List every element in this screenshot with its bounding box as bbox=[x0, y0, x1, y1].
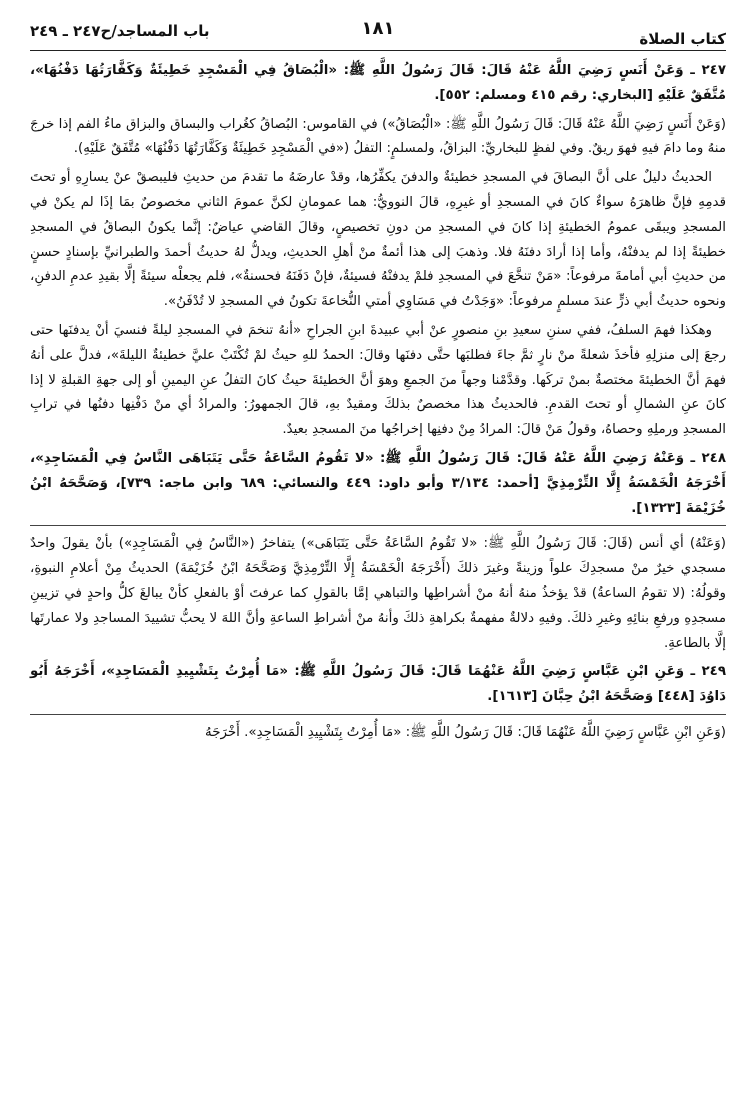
page-header bbox=[30, 14, 726, 50]
divider-249 bbox=[30, 714, 726, 715]
commentary-247-body: الحديثُ دليلٌ على أنَّ البصاقَ في المسجدِ خطيئةٌ والدفنَ يكفِّرُها، وقدْ عارضَهُ ما تقدمَ من حديثِ فليبصقْ عنْ يسارِهِ أو تحتَ قدمِهِ فإنَّ ظاهرَهُ سواءٌ كانَ في المسجدِ أو غيرِهِ، قالَ النوويُّ: هما عمومانِ لكنَّ عمومَ الثاني مخصوصٌ بمَا إذَا لم يكنْ في المسجدِ ويبقَى عمومُ الخطيئةِ إذا كانَ في المسجدِ من دونِ تخصيصٍ، وقالَ القاضي عياضٌ: إنَّما يكونُ البصاقُ في المسجدِ خطيئةً إذا لم يدفنْهُ، وأما إذا أرادَ دفنَهُ فلا. وذهبَ إلى هذا أئمةٌ منْ أهلِ الحديثِ، ويدلُّ لهُ حديثُ أحمدَ والطبرانيِّ بإسنادٍ حسنٍ من حديثِ أبي أمامةَ مرفوعاً: «مَنْ تنخَّعَ في المسجدِ فلمْ يدفنْهُ فسيئةٌ، فإنْ دَفَنَهُ فحسنةٌ»، فلم يجعلْه سيئةً إلَّا بقيدِ عدمِ الدفنِ، ونحوه حديثُ أبي ذرٍّ عندَ مسلمٍ مرفوعاً: «وَجَدْتُ في مَسَاوِي أمتي النُّخاعةَ تكونُ في المسجدِ لا تُدْفَنُ». bbox=[30, 170, 726, 310]
hadith-249: ٢٤٩ ـ وَعَنِ ابْنِ عَبَّاسٍ رَضِيَ اللَّهُ عَنْهُمَا قَالَ: قَالَ رَسُولُ اللَّهِ ﷺ: «مَا أُمِرْتُ بِتَشْيِيدِ الْمَسَاجِدِ»، أَخْرَجَهُ أَبُو دَاوُدَ [٤٤٨] وَصَحَّحَهُ ابْنُ حِبَّانَ [١٦١٣]. bbox=[30, 664, 726, 705]
hadith-248: ٢٤٨ ـ وَعَنْهُ رَضِيَ اللَّهُ عَنْهُ قَالَ: قَالَ رَسُولُ اللَّهِ ﷺ: «لا تَقُومُ السَّاعَةُ حَتَّى يَتَبَاهَى النَّاسُ فِي الْمَسَاجِدِ»، أَخْرَجَهُ الْخَمْسَةُ إِلَّا التِّرْمِذِيَّ [أحمد: ٣/١٣٤ وأبو داود: ٤٤٩ والنسائي: ٦٨٩ وابن ماجه: ٧٣٩]، وَصَحَّحَهُ ابْنُ خُزَيْمَةَ [١٣٢٣]. bbox=[30, 450, 726, 516]
commentary-248: (وَعَنْهُ) أي أنس (قَالَ: قَالَ رَسُولُ اللَّهِ ﷺ: «لا تَقُومُ السَّاعَةُ حَتَّى يَتَبَاهَى») يتفاخرُ («النَّاسُ فِي الْمَسَاجِدِ») بأنْ يقولَ واحدٌ مسجدي خيرٌ منْ مسجدِكَ علواً وزينةً وغيرَ ذلكَ (أَخْرَجَهُ الْخَمْسَةُ إِلَّا التِّرْمِذِيَّ وَصَحَّحَهُ ابْنُ خُزَيْمَةَ) الحديثُ مِنْ أعلامِ النبوةِ، وقولُهُ: (لا تقومُ الساعةُ) قدْ يؤخذُ منهُ أنهُ منْ أشراطِها والتباهي إمَّا بالقولِ كما عرفتَ أوْ بالفعلِ كأنْ يبالغَ كلُّ واحدٍ في تزيينِ مسجدِهِ ورفعِ بنائِهِ وغيرِ ذلكَ. وفيهِ دلالةٌ مفهمةٌ بكراهةِ ذلكَ وأنهُ منْ أشراطِ الساعةِ وأنَّ اللهَ لا يحبُّ تشييدَ المساجدِ ولا عمارتَها إلَّا بالطاعةِ. bbox=[30, 536, 726, 651]
page-body bbox=[30, 59, 726, 746]
chapter-reference: باب المساجد/ح٢٤٧ ـ ٢٤٩ bbox=[30, 22, 210, 40]
hadith-247: ٢٤٧ ـ وَعَنْ أَنَسٍ رَضِيَ اللَّهُ عَنْهُ قَالَ: قَالَ رَسُولُ اللَّهِ ﷺ: «الْبُصَاقُ فِي الْمَسْجِدِ خَطِيئَةٌ وَكَفَّارَتُهَا دَفْنُهَا»، مُتَّفَقٌ عَلَيْهِ [البخاري: رقم ٤١٥ ومسلم: ٥٥٢]. bbox=[30, 63, 726, 103]
commentary-247-salaf: وهكذا فهمَ السلفُ، ففي سننِ سعيدِ بنِ منصورٍ عنْ أبي عبيدةَ ابنِ الجراحِ «أنهُ تنخمَ في المسجدِ ليلةً فنسيَ أنْ يدفنَها حتى رجعَ إلى منزلِهِ فأخذَ شعلةً منْ نارٍ ثمَّ جاءَ فطلبَها حتَّى دفنَها وقالَ: الحمدُ للهِ حيثُ لمْ تُكْتَبْ عليَّ خطيئةٌ الليلةَ»، فدلَّ على أنهُ فهمَ أنَّ الخطيئةَ مختصةٌ بمنْ تركَها. وقدَّمْنا وجهاً منَ الجمعِ وهوَ أنَّ الخطيئةَ حيثُ كانَ التفلُ عنِ اليمينِ أو إلى جهةِ القبلةِ لا إذا كانَ عنِ الشمالِ أو تحتَ القدمِ. فالحديثُ هذا مخصصٌ بذلكَ ومقيدٌ بهِ، قالَ الجمهورُ: والمرادُ أي منْ دَفْنِها دفنُها في ترابِ المسجدِ ورملِهِ وحصاهُ، وقولُ مَنْ قالَ: المرادُ مِنْ دفنِها إخراجُها منَ المسجدِ بعيدٌ. bbox=[30, 322, 726, 438]
header-rule bbox=[30, 50, 726, 51]
book-title: كتاب الصلاة bbox=[639, 30, 726, 48]
commentary-247-intro: (وَعَنْ أَنَسٍ رَضِيَ اللَّهُ عَنْهُ قَالَ: قَالَ رَسُولُ اللَّهِ ﷺ: «الْبُصَاقُ») في القاموس: البُصاقُ كغُراب والبساق والبزاق ماءُ الفم إذا خرجَ منهُ وما دامَ فيهِ فهوَ ريقٌ. وفي لفظٍ للبخاريِّ: البزاقُ، ولمسلمٍ: التفلُ («في الْمَسْجِدِ خَطِيئَةٌ وَكَفَّارَتُهَا دَفْنُهَا» مُتَّفَقٌ عَلَيْهِ). bbox=[30, 116, 726, 157]
commentary-249-intro: (وَعَنِ ابْنِ عَبَّاسٍ رَضِيَ اللَّهُ عَنْهُمَا قَالَ: قَالَ رَسُولُ اللَّهِ ﷺ: «مَا أُمِرْتُ بِتَشْيِيدِ الْمَسَاجِدِ». أَخْرَجَهُ bbox=[205, 724, 726, 740]
page-number: ١٨١ bbox=[361, 18, 395, 39]
divider-248 bbox=[30, 525, 726, 526]
